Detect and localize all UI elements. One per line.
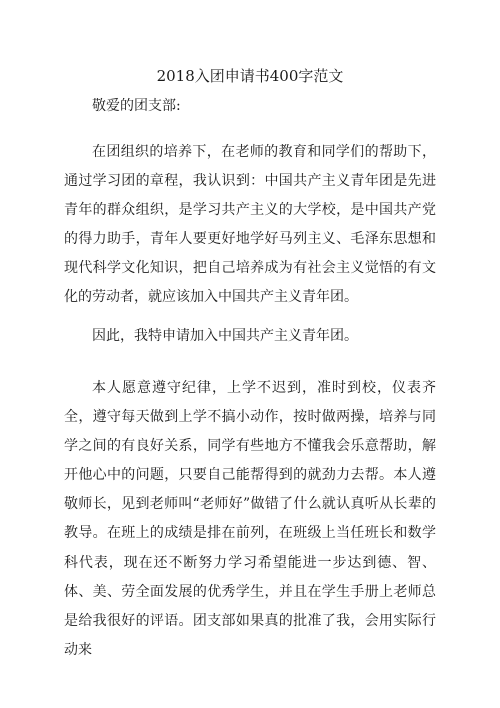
paragraph-2: 因此，我特申请加入中国共产主义青年团。 [92, 328, 358, 344]
salutation: 敬爱的团支部: [92, 98, 181, 114]
document-title: 2018入团申请书400字范文 [156, 67, 344, 85]
paragraph-1: 在团组织的培养下，在老师的教育和同学们的帮助下，通过学习团的章程，我认识到：中国共产主义青年团是先进青年的群众组织，是学习共产主义的大学校，是中国共产党的得力助手，青年人要更好地学好马列主义、毛泽东思想和现代科学文化知识，把自己培养成为有社会主义觉悟的有文化的劳动者，就应该加入中国共产主义青年团。 [64, 144, 436, 306]
paragraph-3: 本人愿意遵守纪律，上学不迟到，准时到校，仪表齐全，遵守每天做到上学不搞小动作，按时做两操，培养与同学之间的有良好关系，同学有些地方不懂我会乐意帮助，解开他心中的问题，只要自己能帮得到的就劲力去帮。本人遵敬师长，见到老师叫“老师好”做错了什么就认真听从长辈的教导。在班上的成绩是排在前列，在班级上当任班长和数学科代表，现在还不断努力学习希望能进一步达到德、智、体、美、劳全面发展的优秀学生，并且在学生手册上老师总是给我很好的评语。团支部如果真的批准了我，会用实际行动来 [64, 380, 436, 658]
